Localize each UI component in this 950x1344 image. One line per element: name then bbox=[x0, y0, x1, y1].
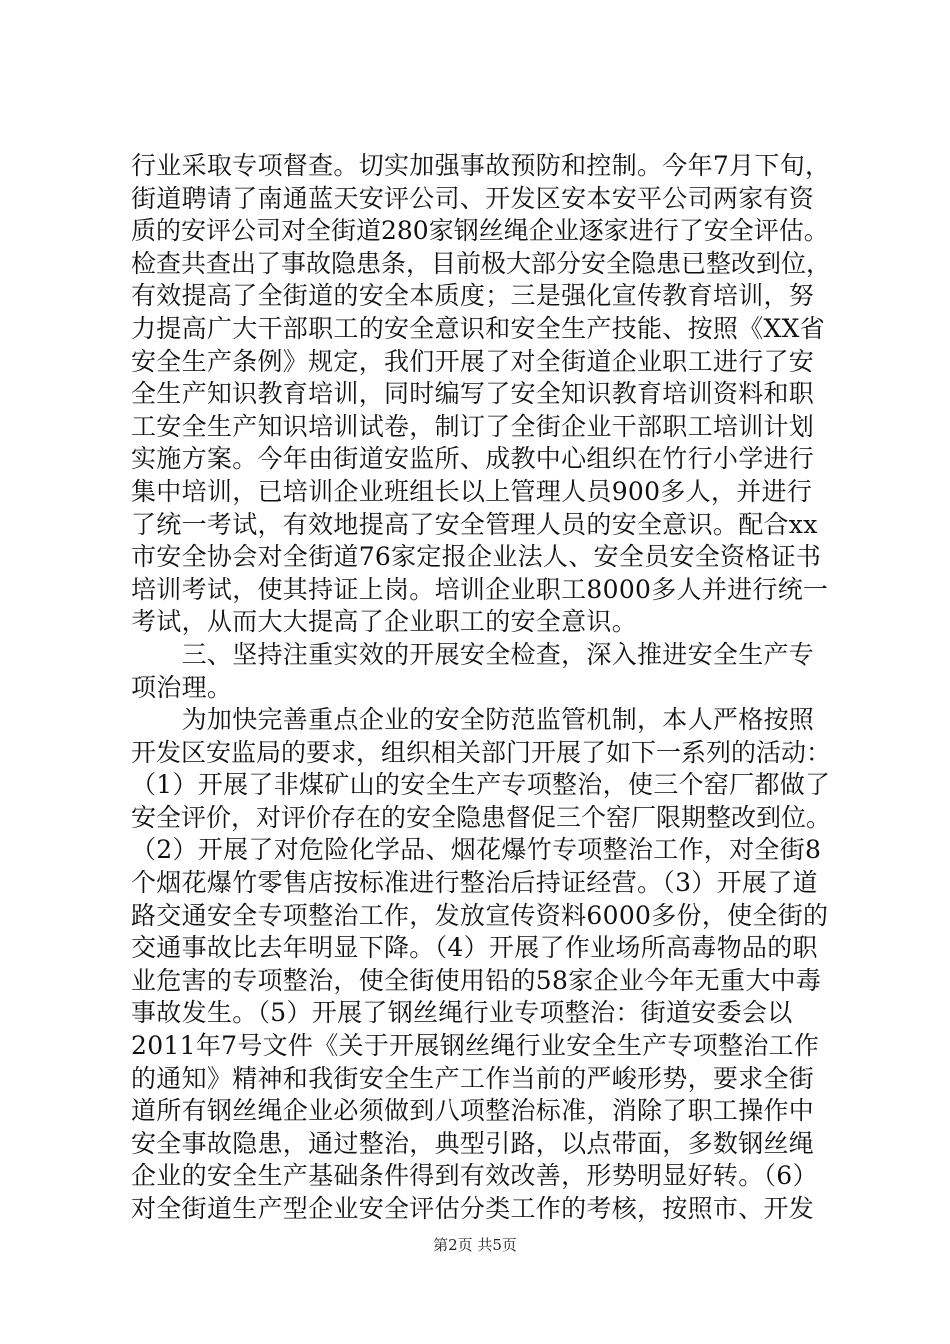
text-line: 质的安评公司对全街道280家钢丝绳企业逐家进行了安全评估。 bbox=[131, 216, 829, 246]
text-line: 交通事故比去年明显下降。（4）开展了作业场所高毒物品的职 bbox=[131, 933, 818, 963]
text-line: 的通知》精神和我街安全生产工作当前的严峻形势，要求全街 bbox=[131, 1063, 815, 1093]
text-line: 检查共查出了事故隐患条，目前极大部分安全隐患已整改到位， bbox=[131, 248, 832, 278]
text-line: 培训考试，使其持证上岗。培训企业职工8000多人并进行统一 bbox=[131, 574, 829, 604]
text-line: 企业的安全生产基础条件得到有效改善，形势明显好转。（6） bbox=[131, 1161, 818, 1191]
text-line: 事故发生。（5）开展了钢丝绳行业专项整治：街道安委会以 bbox=[131, 998, 793, 1028]
text-line: 路交通安全专项整治工作，发放宣传资料6000多份，使全街的 bbox=[131, 900, 829, 930]
text-line: 安全评价，对评价存在的安全隐患督促三个窑厂限期整改到位。 bbox=[131, 802, 832, 832]
text-line: 工安全生产知识培训试卷，制订了全街企业干部职工培训计划 bbox=[131, 411, 815, 441]
text-line: 三、坚持注重实效的开展安全检查，深入推进安全生产专 bbox=[131, 639, 815, 669]
text-line: 为加快完善重点企业的安全防范监管机制，本人严格按照 bbox=[131, 705, 815, 735]
text-line: 安全生产条例》规定，我们开展了对全街道企业职工进行了安 bbox=[131, 346, 815, 376]
text-line: 全生产知识教育培训，同时编写了安全知识教育培训资料和职 bbox=[131, 379, 815, 409]
text-line: 行业采取专项督查。切实加强事故预防和控制。今年7月下旬， bbox=[131, 151, 831, 180]
text-line: 集中培训，已培训企业班组长以上管理人员900多人，并进行 bbox=[131, 476, 813, 506]
text-line: 力提高广大干部职工的安全意识和安全生产技能、按照《XX省 bbox=[131, 313, 825, 343]
text-line: 街道聘请了南通蓝天安评公司、开发区安本安平公司两家有资 bbox=[131, 183, 815, 213]
text-line: 对全街道生产型企业安全评估分类工作的考核，按照市、开发 bbox=[131, 1194, 815, 1223]
text-line: 2011年7号文件《关于开展钢丝绳行业安全生产专项整治工作 bbox=[131, 1031, 820, 1061]
document-body bbox=[131, 150, 831, 1226]
text-line: 道所有钢丝绳企业必须做到八项整治标准，消除了职工操作中 bbox=[131, 1096, 815, 1126]
text-line: 安全事故隐患，通过整治，典型引路，以点带面，多数钢丝绳 bbox=[131, 1128, 815, 1158]
text-line: （1）开展了非煤矿山的安全生产专项整治，使三个窑厂都做了 bbox=[131, 770, 831, 800]
text-line: （2）开展了对危险化学品、烟花爆竹专项整治工作，对全街8 bbox=[131, 835, 822, 865]
text-line: 开发区安监局的要求，组织相关部门开展了如下一系列的活动： bbox=[131, 737, 832, 767]
text-line: 个烟花爆竹零售店按标准进行整治后持证经营。（3）开展了道 bbox=[131, 868, 818, 898]
text-line: 有效提高了全街道的安全本质度；三是强化宣传教育培训，努 bbox=[131, 281, 815, 311]
text-line: 业危害的专项整治，使全街使用铅的58家企业今年无重大中毒 bbox=[131, 965, 822, 995]
text-line: 市安全协会对全街道76家定报企业法人、安全员安全资格证书 bbox=[131, 542, 822, 572]
text-line: 了统一考试，有效地提高了安全管理人员的安全意识。配合xx bbox=[131, 509, 818, 539]
text-line: 考试，从而大大提高了企业职工的安全意识。 bbox=[131, 607, 638, 637]
page-footer: 第2页 共5页 bbox=[433, 1236, 517, 1254]
text-line: 实施方案。今年由街道安监所、成教中心组织在竹行小学进行 bbox=[131, 444, 815, 474]
text-line: 项治理。 bbox=[131, 672, 233, 702]
